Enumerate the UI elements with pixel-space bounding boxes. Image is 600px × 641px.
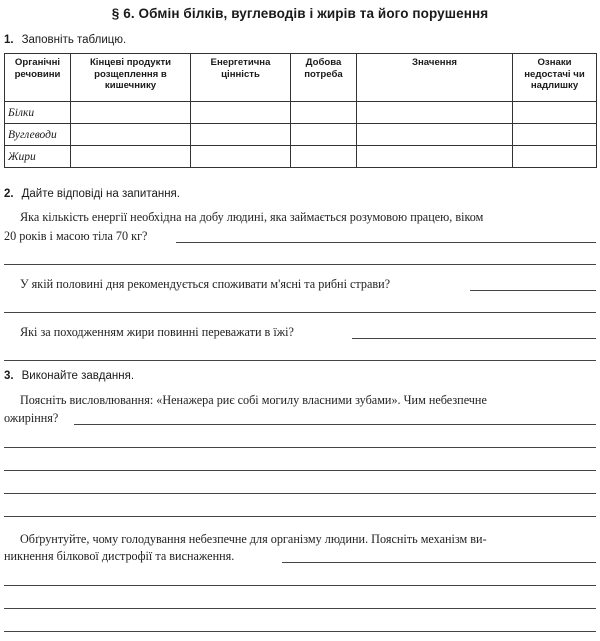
task2-question3: Які за походженням жири повинні переважати в їжі? (20, 325, 294, 339)
task2-question1-line2: 20 років і масою тіла 70 кг? (4, 229, 148, 243)
answer-line[interactable] (4, 585, 596, 586)
table-row (5, 146, 597, 168)
table-row (5, 102, 597, 124)
table-header-row (5, 54, 597, 102)
table-cell[interactable] (191, 146, 291, 168)
table-header-cell: Добова потреба (291, 54, 357, 102)
task3-paragraph1-line1: Поясніть висловлювання: «Ненажера риє собі могилу власними зубами». Чим небезпечне (20, 393, 487, 407)
table-header-cell: Ознаки недостачі чи надлишку (513, 54, 597, 102)
answer-line[interactable] (4, 470, 596, 471)
table-cell[interactable] (291, 124, 357, 146)
table-header-cell: Значення (357, 54, 513, 102)
task1-heading (4, 34, 126, 46)
answer-line[interactable] (352, 338, 596, 339)
table-cell[interactable] (71, 102, 191, 124)
task1-instruction: Заповніть таблицю. (21, 34, 127, 46)
row-label-proteins: Білки (5, 102, 71, 124)
task2-question1-line1: Яка кількість енергії необхідна на добу людині, яка займається розумовою працею, віком (20, 210, 484, 224)
task3-heading (4, 370, 134, 382)
table-header-cell: Енергетична цінність (191, 54, 291, 102)
table-cell[interactable] (513, 102, 597, 124)
task2-question2: У якій половині дня рекомендується споживати м'ясні та рибні страви? (20, 277, 391, 291)
task3-paragraph2-line2: никнення білкової дистрофії та виснаження. (4, 549, 235, 563)
answer-line[interactable] (4, 360, 596, 361)
task2-number: 2. (4, 188, 14, 200)
table-header-cell: Органічні речовини (5, 54, 71, 102)
answer-line[interactable] (74, 424, 596, 425)
task1-table (4, 53, 597, 168)
table-cell[interactable] (191, 124, 291, 146)
task2-instruction: Дайте відповіді на запитання. (21, 188, 180, 200)
page-title: § 6. Обмін білків, вуглеводів і жирів та його порушення (111, 6, 489, 21)
table-cell[interactable] (71, 124, 191, 146)
table-header-cell: Кінцеві продукти розщеплення в кишечнику (71, 54, 191, 102)
answer-line[interactable] (4, 493, 596, 494)
answer-line[interactable] (4, 516, 596, 517)
table-cell[interactable] (71, 146, 191, 168)
row-label-carbohydrates: Вуглеводи (5, 124, 71, 146)
table-cell[interactable] (291, 102, 357, 124)
task3-number: 3. (4, 370, 14, 382)
task3-instruction: Виконайте завдання. (21, 370, 135, 382)
answer-line[interactable] (4, 447, 596, 448)
table-cell[interactable] (357, 124, 513, 146)
answer-line[interactable] (4, 264, 596, 265)
task3-paragraph2-line1: Обґрунтуйте, чому голодування небезпечне для організму людини. Поясніть механізм ви- (20, 532, 487, 546)
table-cell[interactable] (513, 146, 597, 168)
table-row (5, 124, 597, 146)
answer-line[interactable] (282, 562, 596, 563)
table-cell[interactable] (191, 102, 291, 124)
task3-paragraph1-line2: ожиріння? (4, 411, 59, 425)
answer-line[interactable] (4, 608, 596, 609)
answer-line[interactable] (4, 631, 596, 632)
table-cell[interactable] (357, 102, 513, 124)
task1-number: 1. (4, 34, 14, 46)
answer-line[interactable] (4, 312, 596, 313)
table-cell[interactable] (291, 146, 357, 168)
answer-line[interactable] (176, 242, 596, 243)
table-cell[interactable] (357, 146, 513, 168)
table-cell[interactable] (513, 124, 597, 146)
row-label-fats: Жири (5, 146, 71, 168)
task2-heading (4, 188, 180, 200)
answer-line[interactable] (470, 290, 596, 291)
